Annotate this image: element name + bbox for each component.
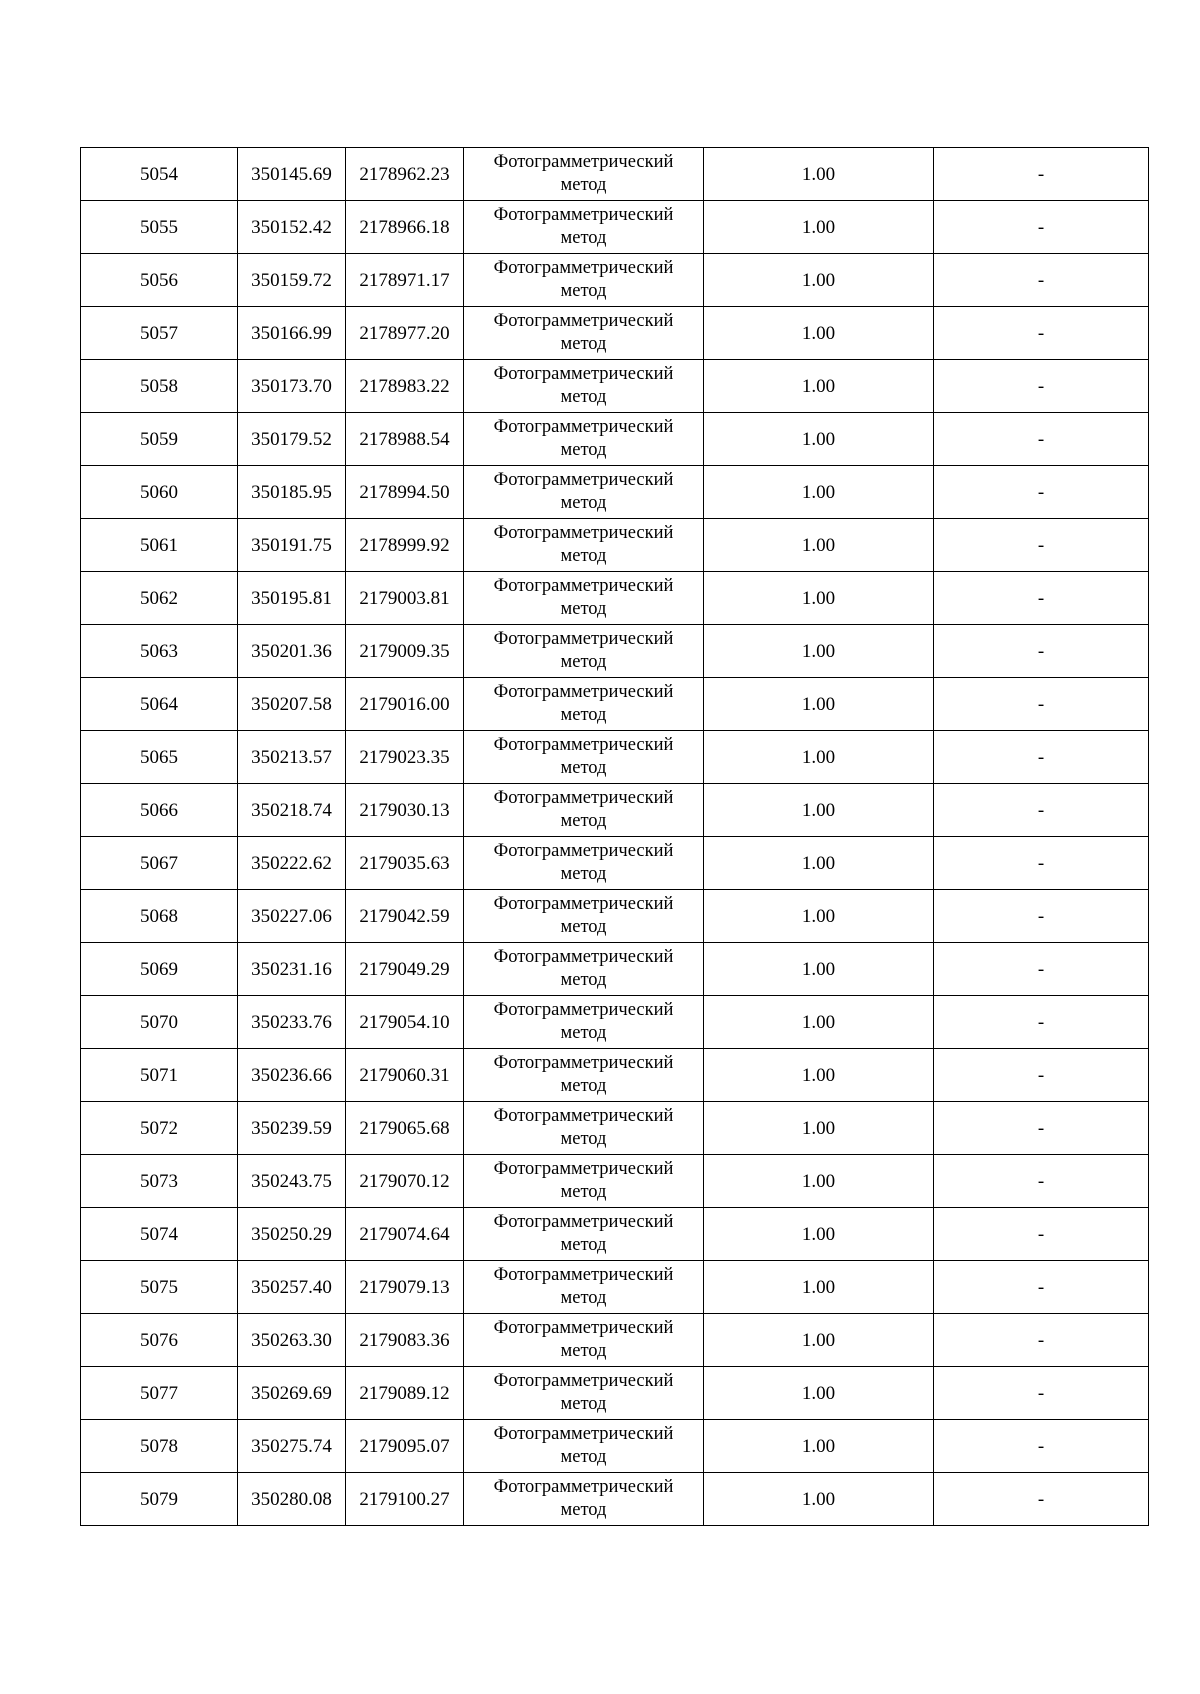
accuracy-cell: 1.00 <box>704 148 934 201</box>
accuracy-cell: 1.00 <box>704 837 934 890</box>
point-number-cell: 5073 <box>81 1155 238 1208</box>
method-cell <box>464 148 704 201</box>
coordinates-table <box>80 147 1149 1526</box>
note-cell: - <box>934 1420 1149 1473</box>
table-row <box>81 890 1149 943</box>
note-cell: - <box>934 890 1149 943</box>
accuracy-cell: 1.00 <box>704 625 934 678</box>
point-number-cell: 5055 <box>81 201 238 254</box>
x-coordinate-cell: 350179.52 <box>238 413 346 466</box>
accuracy-cell: 1.00 <box>704 307 934 360</box>
x-coordinate-cell: 350275.74 <box>238 1420 346 1473</box>
x-coordinate-cell: 350250.29 <box>238 1208 346 1261</box>
method-cell <box>464 466 704 519</box>
y-coordinate-cell: 2178971.17 <box>346 254 464 307</box>
method-line-1: Фотограмметрический <box>493 1000 674 1020</box>
method-line-1: Фотограмметрический <box>493 1371 674 1391</box>
point-number-cell: 5078 <box>81 1420 238 1473</box>
method-line-2: метод <box>560 1235 607 1255</box>
note-cell: - <box>934 1155 1149 1208</box>
y-coordinate-cell: 2179079.13 <box>346 1261 464 1314</box>
y-coordinate-cell: 2179054.10 <box>346 996 464 1049</box>
method-cell <box>464 360 704 413</box>
note-cell: - <box>934 1314 1149 1367</box>
method-line-1: Фотограмметрический <box>493 788 674 808</box>
table-row <box>81 625 1149 678</box>
x-coordinate-cell: 350201.36 <box>238 625 346 678</box>
table-row <box>81 1155 1149 1208</box>
x-coordinate-cell: 350257.40 <box>238 1261 346 1314</box>
table-row <box>81 1102 1149 1155</box>
note-cell: - <box>934 784 1149 837</box>
point-number-cell: 5065 <box>81 731 238 784</box>
table-row <box>81 678 1149 731</box>
method-line-2: метод <box>560 387 607 407</box>
y-coordinate-cell: 2178999.92 <box>346 519 464 572</box>
point-number-cell: 5079 <box>81 1473 238 1526</box>
method-line-2: метод <box>560 1182 607 1202</box>
method-line-2: метод <box>560 970 607 990</box>
x-coordinate-cell: 350231.16 <box>238 943 346 996</box>
point-number-cell: 5071 <box>81 1049 238 1102</box>
accuracy-cell: 1.00 <box>704 519 934 572</box>
table-row <box>81 1367 1149 1420</box>
point-number-cell: 5054 <box>81 148 238 201</box>
x-coordinate-cell: 350280.08 <box>238 1473 346 1526</box>
accuracy-cell: 1.00 <box>704 1102 934 1155</box>
table-row <box>81 731 1149 784</box>
point-number-cell: 5056 <box>81 254 238 307</box>
method-line-1: Фотограмметрический <box>493 417 674 437</box>
method-cell <box>464 572 704 625</box>
table-row <box>81 1049 1149 1102</box>
method-line-2: метод <box>560 599 607 619</box>
method-cell <box>464 625 704 678</box>
method-cell <box>464 519 704 572</box>
method-line-2: метод <box>560 864 607 884</box>
point-number-cell: 5070 <box>81 996 238 1049</box>
method-line-1: Фотограмметрический <box>493 470 674 490</box>
note-cell: - <box>934 996 1149 1049</box>
x-coordinate-cell: 350233.76 <box>238 996 346 1049</box>
accuracy-cell: 1.00 <box>704 413 934 466</box>
y-coordinate-cell: 2179003.81 <box>346 572 464 625</box>
point-number-cell: 5059 <box>81 413 238 466</box>
point-number-cell: 5075 <box>81 1261 238 1314</box>
table-row <box>81 1261 1149 1314</box>
x-coordinate-cell: 350239.59 <box>238 1102 346 1155</box>
table-row <box>81 1208 1149 1261</box>
y-coordinate-cell: 2178988.54 <box>346 413 464 466</box>
point-number-cell: 5069 <box>81 943 238 996</box>
table-row <box>81 837 1149 890</box>
method-line-2: метод <box>560 1447 607 1467</box>
point-number-cell: 5068 <box>81 890 238 943</box>
method-line-1: Фотограмметрический <box>493 841 674 861</box>
y-coordinate-cell: 2179049.29 <box>346 943 464 996</box>
x-coordinate-cell: 350218.74 <box>238 784 346 837</box>
method-cell <box>464 890 704 943</box>
method-line-1: Фотограмметрический <box>493 1265 674 1285</box>
method-line-1: Фотограмметрический <box>493 735 674 755</box>
x-coordinate-cell: 350159.72 <box>238 254 346 307</box>
note-cell: - <box>934 254 1149 307</box>
table-row <box>81 201 1149 254</box>
method-line-1: Фотограмметрический <box>493 258 674 278</box>
table-row <box>81 996 1149 1049</box>
method-line-2: метод <box>560 228 607 248</box>
method-line-2: метод <box>560 652 607 672</box>
note-cell: - <box>934 1473 1149 1526</box>
point-number-cell: 5058 <box>81 360 238 413</box>
note-cell: - <box>934 1102 1149 1155</box>
method-line-1: Фотограмметрический <box>493 629 674 649</box>
point-number-cell: 5063 <box>81 625 238 678</box>
method-cell <box>464 1049 704 1102</box>
method-line-2: метод <box>560 811 607 831</box>
method-line-1: Фотограмметрический <box>493 1159 674 1179</box>
accuracy-cell: 1.00 <box>704 784 934 837</box>
method-cell <box>464 1102 704 1155</box>
note-cell: - <box>934 360 1149 413</box>
table-row <box>81 254 1149 307</box>
accuracy-cell: 1.00 <box>704 1049 934 1102</box>
method-line-1: Фотограмметрический <box>493 1053 674 1073</box>
point-number-cell: 5064 <box>81 678 238 731</box>
accuracy-cell: 1.00 <box>704 1314 934 1367</box>
method-line-2: метод <box>560 917 607 937</box>
y-coordinate-cell: 2178962.23 <box>346 148 464 201</box>
method-cell <box>464 1367 704 1420</box>
point-number-cell: 5066 <box>81 784 238 837</box>
note-cell: - <box>934 519 1149 572</box>
note-cell: - <box>934 201 1149 254</box>
y-coordinate-cell: 2179100.27 <box>346 1473 464 1526</box>
method-cell <box>464 1420 704 1473</box>
x-coordinate-cell: 350263.30 <box>238 1314 346 1367</box>
method-cell <box>464 1208 704 1261</box>
y-coordinate-cell: 2179042.59 <box>346 890 464 943</box>
accuracy-cell: 1.00 <box>704 731 934 784</box>
y-coordinate-cell: 2179095.07 <box>346 1420 464 1473</box>
y-coordinate-cell: 2179030.13 <box>346 784 464 837</box>
x-coordinate-cell: 350145.69 <box>238 148 346 201</box>
method-line-2: метод <box>560 440 607 460</box>
table-body <box>81 148 1149 1526</box>
table-row <box>81 360 1149 413</box>
method-line-2: метод <box>560 175 607 195</box>
accuracy-cell: 1.00 <box>704 360 934 413</box>
x-coordinate-cell: 350213.57 <box>238 731 346 784</box>
note-cell: - <box>934 837 1149 890</box>
x-coordinate-cell: 350195.81 <box>238 572 346 625</box>
y-coordinate-cell: 2179065.68 <box>346 1102 464 1155</box>
x-coordinate-cell: 350191.75 <box>238 519 346 572</box>
method-line-2: метод <box>560 1394 607 1414</box>
method-line-1: Фотограмметрический <box>493 682 674 702</box>
table-row <box>81 1473 1149 1526</box>
y-coordinate-cell: 2179083.36 <box>346 1314 464 1367</box>
method-line-1: Фотограмметрический <box>493 523 674 543</box>
method-line-2: метод <box>560 1500 607 1520</box>
accuracy-cell: 1.00 <box>704 996 934 1049</box>
x-coordinate-cell: 350227.06 <box>238 890 346 943</box>
note-cell: - <box>934 943 1149 996</box>
method-line-2: метод <box>560 758 607 778</box>
y-coordinate-cell: 2179074.64 <box>346 1208 464 1261</box>
table-row <box>81 1420 1149 1473</box>
method-line-1: Фотограмметрический <box>493 1318 674 1338</box>
method-cell <box>464 201 704 254</box>
method-cell <box>464 254 704 307</box>
x-coordinate-cell: 350185.95 <box>238 466 346 519</box>
note-cell: - <box>934 413 1149 466</box>
x-coordinate-cell: 350222.62 <box>238 837 346 890</box>
accuracy-cell: 1.00 <box>704 254 934 307</box>
method-cell <box>464 413 704 466</box>
method-line-1: Фотограмметрический <box>493 1212 674 1232</box>
note-cell: - <box>934 678 1149 731</box>
y-coordinate-cell: 2178994.50 <box>346 466 464 519</box>
accuracy-cell: 1.00 <box>704 1420 934 1473</box>
point-number-cell: 5074 <box>81 1208 238 1261</box>
point-number-cell: 5060 <box>81 466 238 519</box>
y-coordinate-cell: 2178983.22 <box>346 360 464 413</box>
method-line-2: метод <box>560 1288 607 1308</box>
method-line-2: метод <box>560 493 607 513</box>
note-cell: - <box>934 1049 1149 1102</box>
method-cell <box>464 784 704 837</box>
method-line-1: Фотограмметрический <box>493 1477 674 1497</box>
y-coordinate-cell: 2178977.20 <box>346 307 464 360</box>
method-line-1: Фотограмметрический <box>493 894 674 914</box>
table-row <box>81 466 1149 519</box>
method-line-2: метод <box>560 1076 607 1096</box>
y-coordinate-cell: 2179009.35 <box>346 625 464 678</box>
x-coordinate-cell: 350236.66 <box>238 1049 346 1102</box>
table-row <box>81 1314 1149 1367</box>
note-cell: - <box>934 1208 1149 1261</box>
method-line-1: Фотограмметрический <box>493 1106 674 1126</box>
method-line-2: метод <box>560 705 607 725</box>
table-row <box>81 413 1149 466</box>
point-number-cell: 5077 <box>81 1367 238 1420</box>
x-coordinate-cell: 350173.70 <box>238 360 346 413</box>
method-cell <box>464 1473 704 1526</box>
accuracy-cell: 1.00 <box>704 466 934 519</box>
note-cell: - <box>934 1261 1149 1314</box>
accuracy-cell: 1.00 <box>704 1155 934 1208</box>
note-cell: - <box>934 731 1149 784</box>
point-number-cell: 5057 <box>81 307 238 360</box>
table-row <box>81 519 1149 572</box>
method-line-1: Фотограмметрический <box>493 576 674 596</box>
method-cell <box>464 307 704 360</box>
x-coordinate-cell: 350166.99 <box>238 307 346 360</box>
y-coordinate-cell: 2179016.00 <box>346 678 464 731</box>
method-line-1: Фотограмметрический <box>493 947 674 967</box>
accuracy-cell: 1.00 <box>704 572 934 625</box>
y-coordinate-cell: 2178966.18 <box>346 201 464 254</box>
method-line-2: метод <box>560 546 607 566</box>
method-line-2: метод <box>560 334 607 354</box>
method-line-2: метод <box>560 1023 607 1043</box>
table-row <box>81 943 1149 996</box>
point-number-cell: 5061 <box>81 519 238 572</box>
method-line-1: Фотограмметрический <box>493 364 674 384</box>
method-cell <box>464 678 704 731</box>
y-coordinate-cell: 2179070.12 <box>346 1155 464 1208</box>
accuracy-cell: 1.00 <box>704 1367 934 1420</box>
method-cell <box>464 1155 704 1208</box>
x-coordinate-cell: 350207.58 <box>238 678 346 731</box>
accuracy-cell: 1.00 <box>704 678 934 731</box>
table-row <box>81 572 1149 625</box>
method-cell <box>464 731 704 784</box>
accuracy-cell: 1.00 <box>704 1208 934 1261</box>
accuracy-cell: 1.00 <box>704 890 934 943</box>
table-row <box>81 784 1149 837</box>
method-line-1: Фотограмметрический <box>493 205 674 225</box>
method-line-2: метод <box>560 281 607 301</box>
note-cell: - <box>934 307 1149 360</box>
method-line-1: Фотограмметрический <box>493 152 674 172</box>
note-cell: - <box>934 1367 1149 1420</box>
point-number-cell: 5076 <box>81 1314 238 1367</box>
accuracy-cell: 1.00 <box>704 201 934 254</box>
y-coordinate-cell: 2179023.35 <box>346 731 464 784</box>
y-coordinate-cell: 2179089.12 <box>346 1367 464 1420</box>
note-cell: - <box>934 572 1149 625</box>
method-cell <box>464 996 704 1049</box>
method-line-1: Фотограмметрический <box>493 311 674 331</box>
accuracy-cell: 1.00 <box>704 1261 934 1314</box>
table-row <box>81 307 1149 360</box>
point-number-cell: 5062 <box>81 572 238 625</box>
method-line-2: метод <box>560 1341 607 1361</box>
method-cell <box>464 837 704 890</box>
x-coordinate-cell: 350152.42 <box>238 201 346 254</box>
note-cell: - <box>934 148 1149 201</box>
x-coordinate-cell: 350243.75 <box>238 1155 346 1208</box>
method-line-2: метод <box>560 1129 607 1149</box>
accuracy-cell: 1.00 <box>704 1473 934 1526</box>
point-number-cell: 5067 <box>81 837 238 890</box>
method-cell <box>464 943 704 996</box>
method-cell <box>464 1261 704 1314</box>
point-number-cell: 5072 <box>81 1102 238 1155</box>
y-coordinate-cell: 2179060.31 <box>346 1049 464 1102</box>
table-row <box>81 148 1149 201</box>
y-coordinate-cell: 2179035.63 <box>346 837 464 890</box>
note-cell: - <box>934 466 1149 519</box>
method-line-1: Фотограмметрический <box>493 1424 674 1444</box>
accuracy-cell: 1.00 <box>704 943 934 996</box>
x-coordinate-cell: 350269.69 <box>238 1367 346 1420</box>
method-cell <box>464 1314 704 1367</box>
note-cell: - <box>934 625 1149 678</box>
